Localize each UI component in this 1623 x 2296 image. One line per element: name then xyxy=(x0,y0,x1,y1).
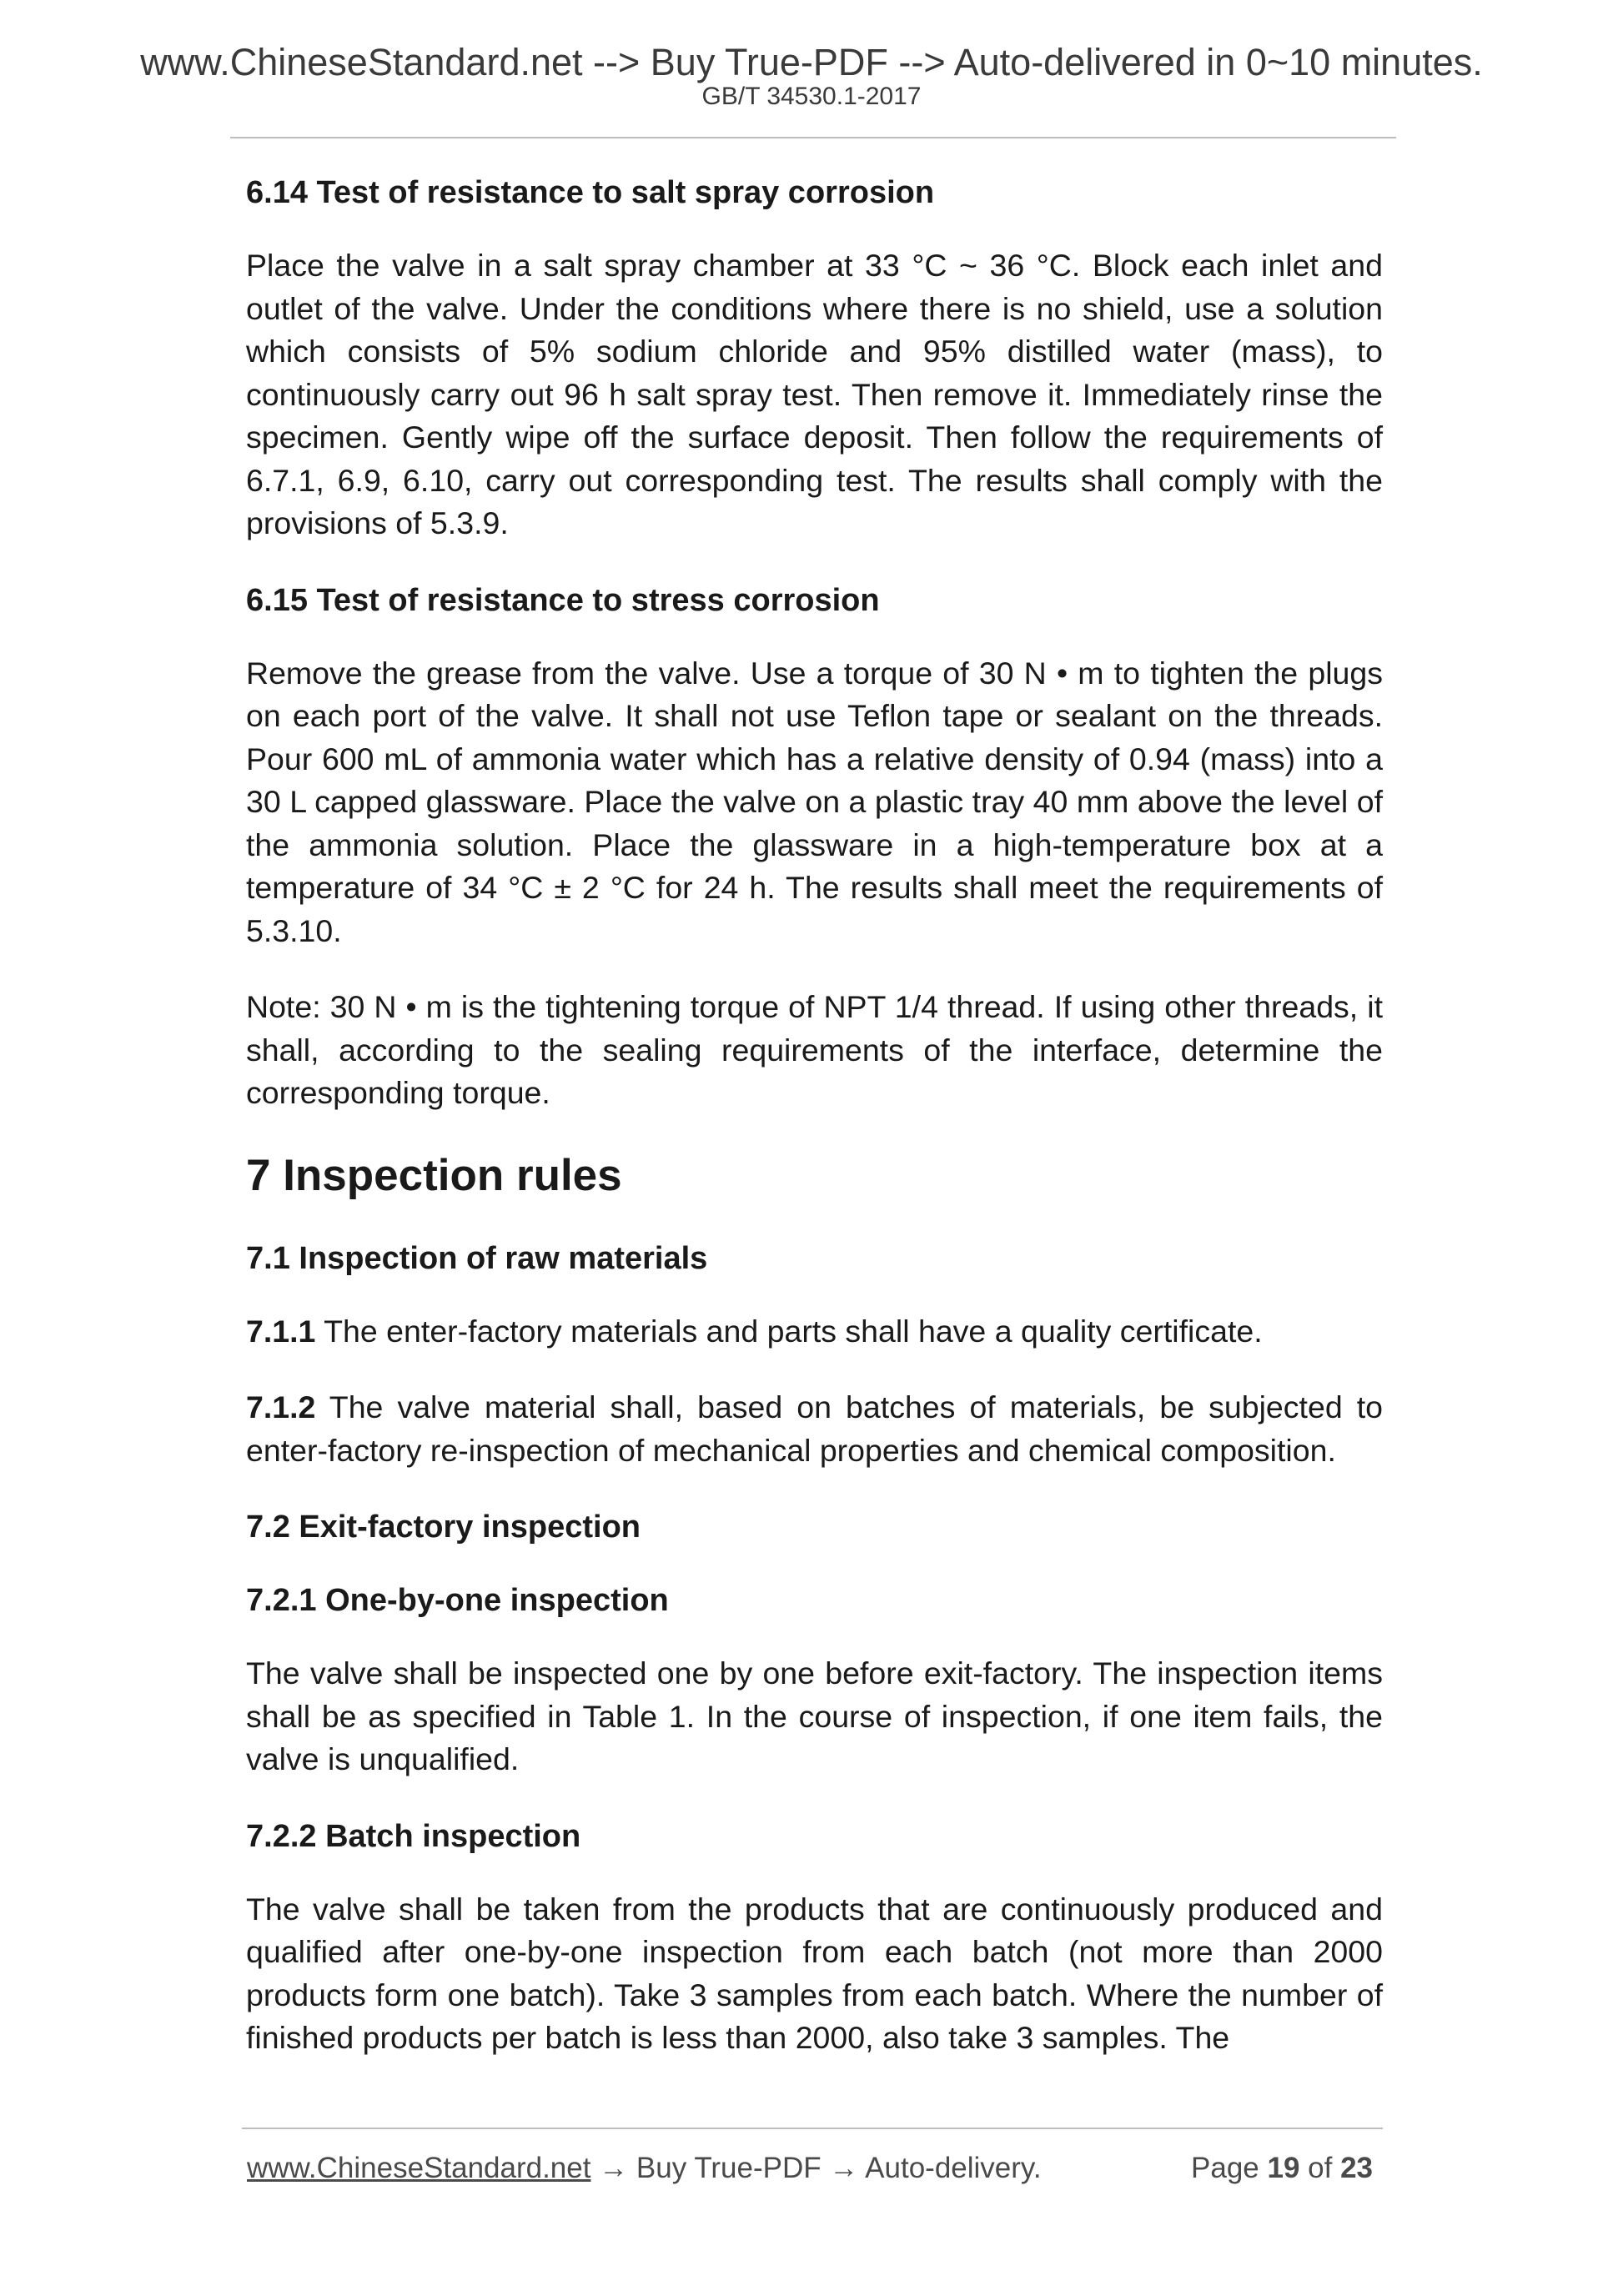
clause-number-7-1-1: 7.1.1 xyxy=(246,1313,316,1349)
page-footer xyxy=(247,2150,1381,2187)
heading-6-15: 6.15 Test of resistance to stress corrosion xyxy=(246,582,880,618)
heading-7-1: 7.1 Inspection of raw materials xyxy=(246,1240,708,1276)
paragraph-7-2-2: The valve shall be taken from the products that are continuously produced and qualified after one-by-one inspection from each batch (not more than 2000 products form one batch). Take 3 samples from each batch. Where the number of finished products per batch is less than 2000, also take 3 samples. The xyxy=(246,1891,1383,2055)
note-6-15: Note: 30 N • m is the tightening torque of NPT 1/4 thread. If using other threads, it shall, according to the sealing requirements of the interface, determine the corresponding torque. xyxy=(246,989,1383,1110)
paragraph-6-14: Place the valve in a salt spray chamber at 33 °C ~ 36 °C. Block each inlet and outlet of the valve. Under the conditions where there is no shield, use a solution which consists of 5% sodium chloride and 95% distilled water (mass), to continuously carry out 96 h salt spray test. Then remove it. Immediately rinse the specimen. Gently wipe off the surface deposit. Then follow the requirements of 6.7.1, 6.9, 6.10, carry out corresponding test. The results shall comply with the provisions of 5.3.9. xyxy=(246,248,1383,540)
heading-6-14: 6.14 Test of resistance to salt spray corrosion xyxy=(246,175,935,210)
footer-tagline: → Buy True-PDF → Auto-delivery. xyxy=(590,2152,1042,2184)
page-of: of xyxy=(1299,2152,1341,2184)
header-divider xyxy=(230,137,1396,138)
heading-7-2-2: 7.2.2 Batch inspection xyxy=(246,1818,581,1854)
top-banner: www.ChineseStandard.net --> Buy True-PDF --> Auto-delivered in 0~10 minutes. xyxy=(140,41,1483,83)
footer-site-link[interactable]: www.ChineseStandard.net xyxy=(247,2152,591,2184)
page-content xyxy=(246,171,1383,2093)
page-number xyxy=(1191,2150,1373,2187)
paragraph-7-1-1 xyxy=(246,1310,1383,1354)
page-label: Page xyxy=(1191,2152,1268,2184)
heading-7-2: 7.2 Exit-factory inspection xyxy=(246,1510,641,1545)
clause-number-7-1-2: 7.1.2 xyxy=(246,1389,316,1424)
paragraph-7-2-1: The valve shall be inspected one by one before exit-factory. The inspection items shall be as specified in Table 1. In the course of inspection, if one item fails, the valve is unqualified. xyxy=(246,1655,1383,1776)
page-current: 19 xyxy=(1267,2152,1300,2184)
paragraph-7-1-2 xyxy=(246,1386,1383,1472)
clause-text-7-1-2: The valve material shall, based on batches of materials, be subjected to enter-factory re-inspection of mechanical properties and chemical composition. xyxy=(246,1389,1383,1468)
page-total: 23 xyxy=(1340,2152,1373,2184)
paragraph-6-15: Remove the grease from the valve. Use a torque of 30 N • m to tighten the plugs on each port of the valve. It shall not use Teflon tape or sealant on the threads. Pour 600 mL of ammonia water which has a relative density of 0.94 (mass) into a 30 L capped glassware. Place the valve on a plastic tray 40 mm above the level of the ammonia solution. Place the glassware in a high-temperature box at a temperature of 34 °C ± 2 °C for 24 h. The results shall meet the requirements of 5.3.10. xyxy=(246,655,1383,948)
footer-divider xyxy=(242,2128,1383,2129)
document-code: GB/T 34530.1-2017 xyxy=(701,83,922,110)
clause-text-7-1-1: The enter-factory materials and parts shall have a quality certificate. xyxy=(315,1313,1263,1349)
heading-7: 7 Inspection rules xyxy=(246,1150,622,1200)
heading-7-2-1: 7.2.1 One-by-one inspection xyxy=(246,1583,669,1618)
